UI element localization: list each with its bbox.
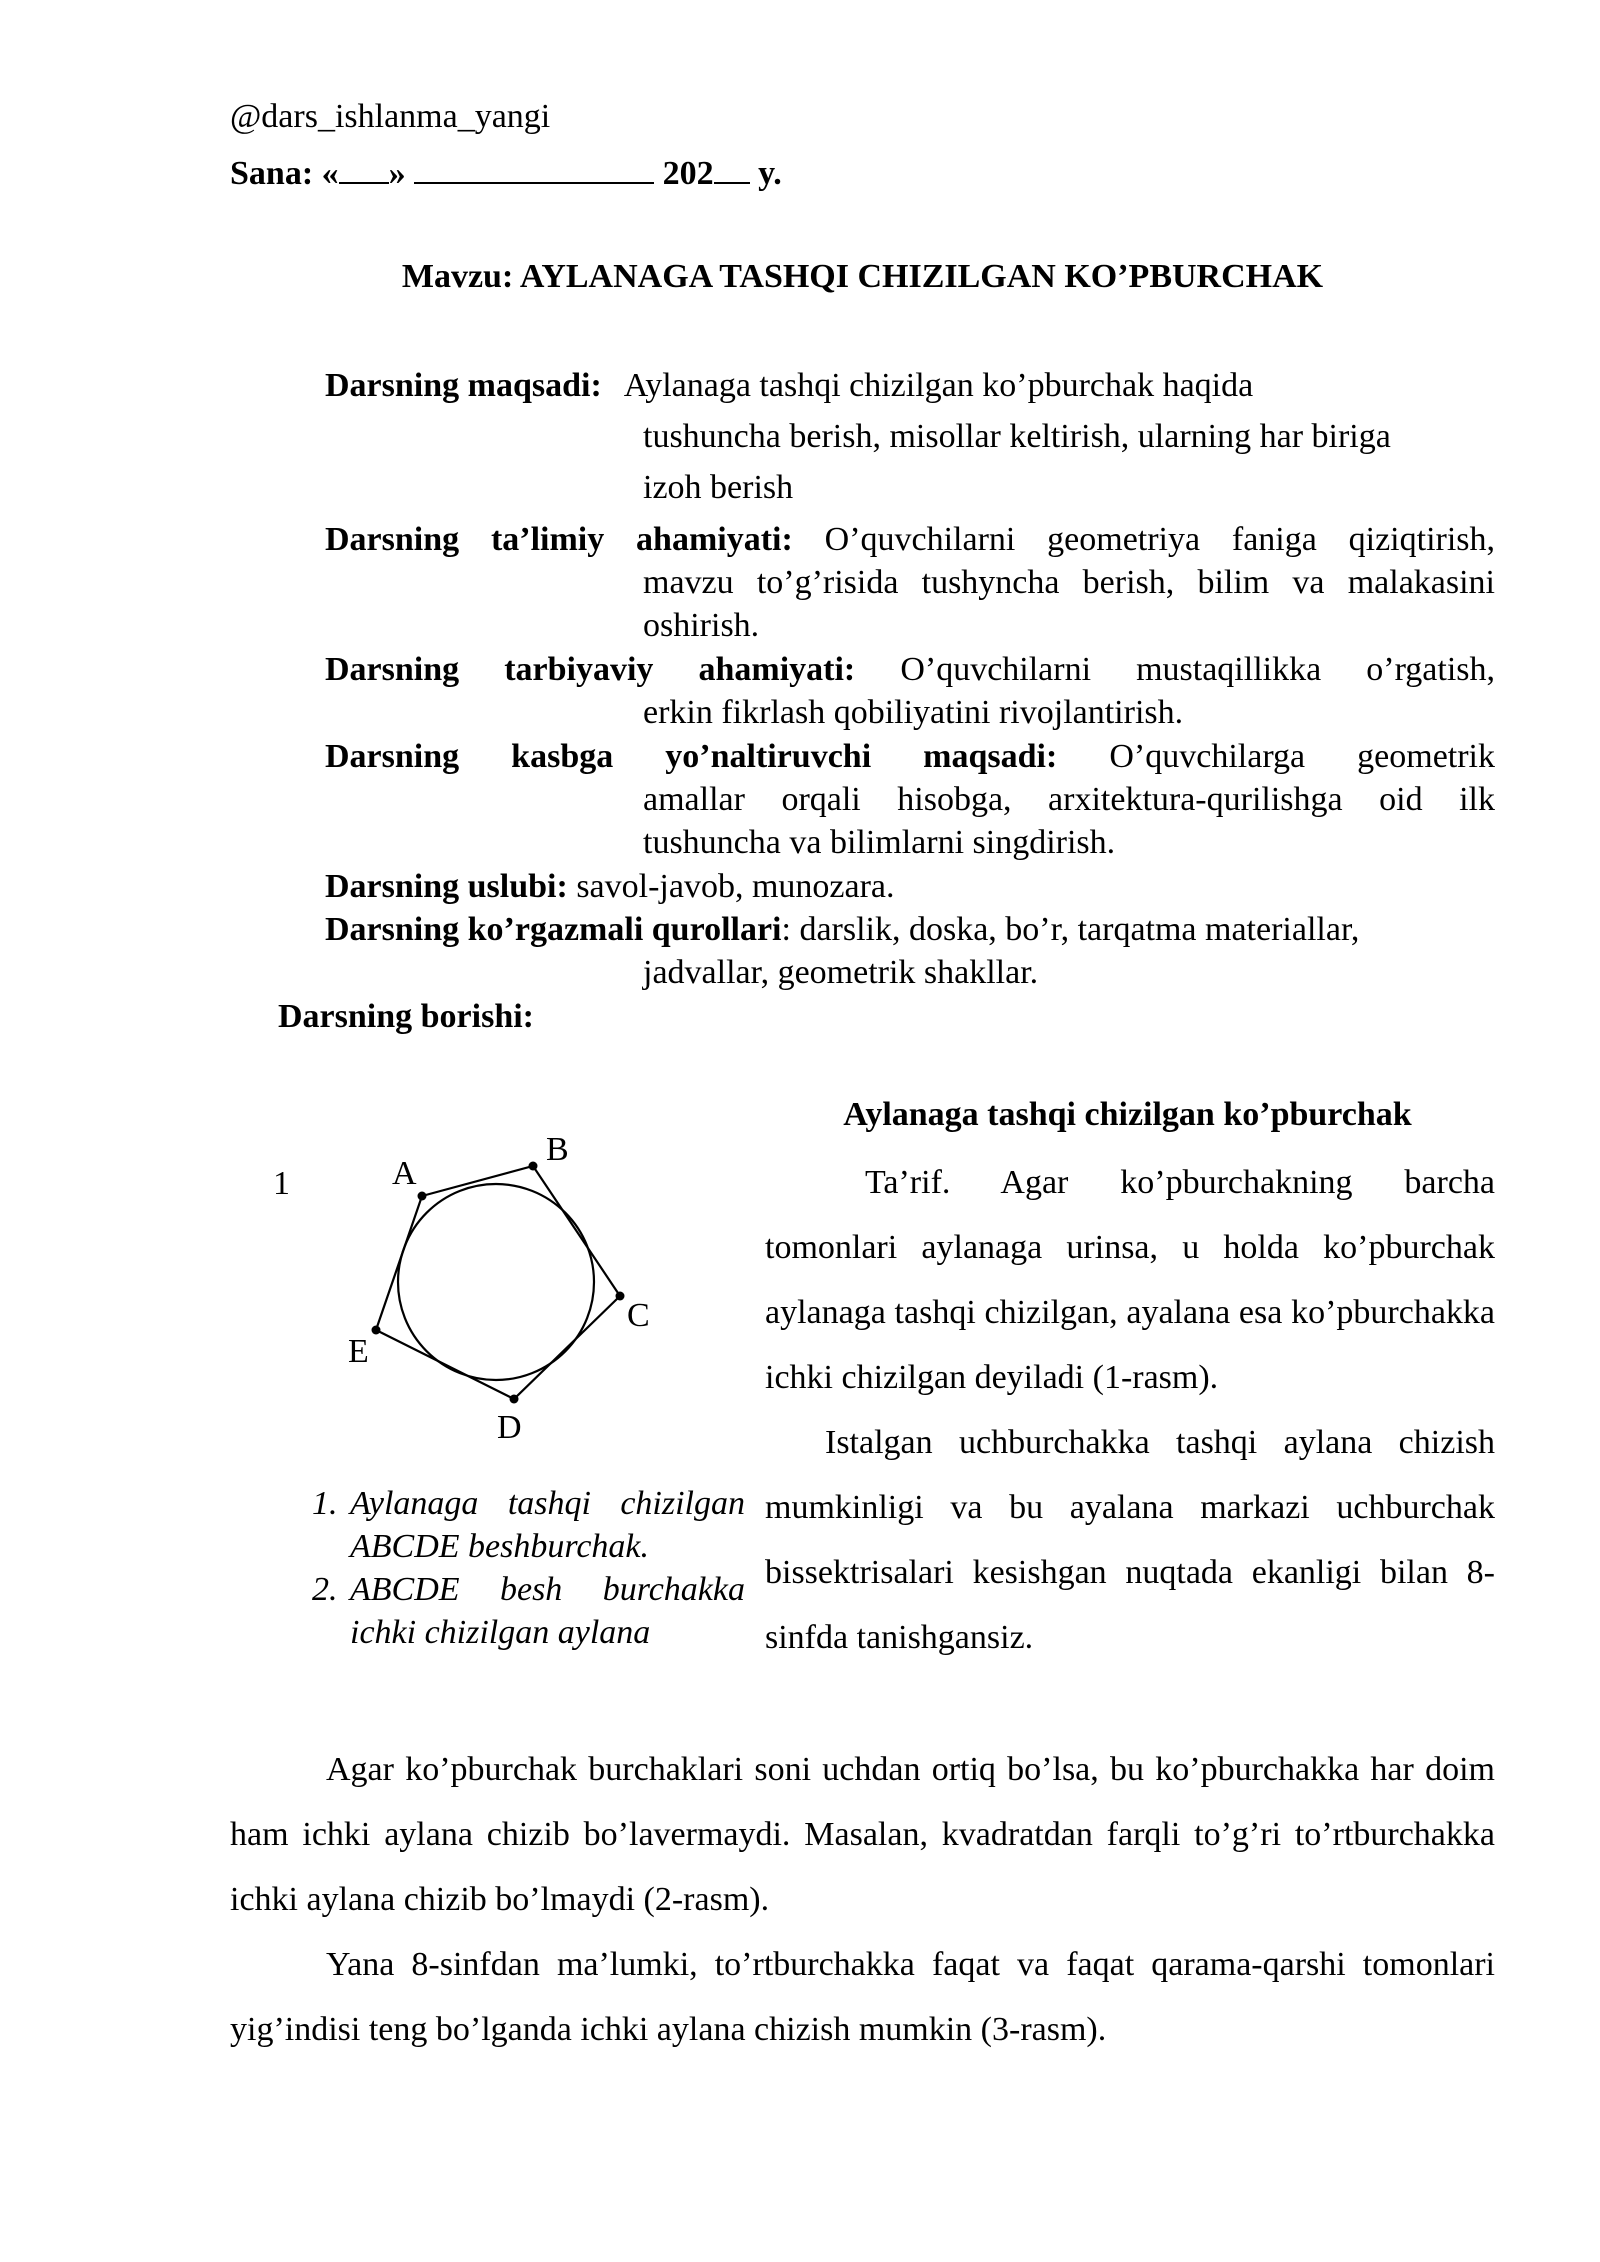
caption-item: 2. ABCDE besh burchakka ichki chizilgan aylana — [346, 1568, 745, 1654]
korg-label: Darsning ko’rgazmali qurollari — [325, 911, 782, 948]
definition-paragraph: Ta’rif. Agar ko’pburchakning barcha tomonlari aylanaga urinsa, u holda ko’pburchak aylanaga tashqi chizilgan, ayalana esa ko’pburchakka ichki chizilgan deyiladi (1-rasm). — [765, 1164, 1495, 1396]
edu-line-1: O’quvchilarni geometriya faniga qiziqtirish, — [824, 521, 1496, 558]
figure-caption — [290, 1482, 745, 1654]
vertex-a — [418, 1192, 427, 1201]
korg-line-2: jadvallar, geometrik shakllar. — [643, 954, 1039, 991]
date-mid: » — [388, 155, 415, 192]
kasb-line-1: O’quvchilarga geometrik — [1109, 738, 1496, 775]
kasb-line-2: amallar orqali hisobga, arxitektura-qurilishga oid ilk — [643, 781, 1495, 818]
definition-column — [765, 1150, 1495, 1670]
lesson-procedure-heading: Darsning borishi: — [278, 998, 534, 1035]
vertex-e — [372, 1326, 381, 1335]
caption-item: 1. Aylanaga tashqi chizilgan ABCDE beshburchak. — [346, 1482, 745, 1568]
year-blank — [714, 154, 750, 184]
date-suffix: y. — [749, 155, 782, 192]
goal-label: Darsning maqsadi: — [325, 367, 602, 404]
goal-line-3: izoh berish — [643, 469, 794, 506]
label-b: B — [546, 1131, 569, 1168]
label-c: C — [627, 1297, 650, 1334]
body-paragraph: Yana 8-sinfdan ma’lumki, to’rtburchakka faqat va faqat qarama-qarshi tomonlari yig’indisi teng bo’lganda ichki aylana chizish mumkin (3-rasm). — [230, 1946, 1495, 2048]
objective-educational — [325, 518, 1495, 647]
day-blank — [339, 154, 389, 184]
kasb-label: Darsning kasbga yo’naltiruvchi maqsadi: — [325, 738, 1058, 775]
vertex-b — [529, 1162, 538, 1171]
objective-upbringing — [325, 648, 1495, 734]
tarb-line-2: erkin fikrlash qobiliyatini rivojlantirish. — [643, 694, 1184, 731]
objective-goal — [325, 360, 1495, 513]
objective-method — [325, 865, 1495, 908]
figure-number: 1 — [273, 1165, 290, 1202]
tarb-line-1: O’quvchilarni mustaqillikka o’rgatish, — [900, 651, 1495, 688]
month-blank — [414, 154, 654, 184]
pentagon-abcde — [376, 1166, 620, 1399]
objective-vocational — [325, 735, 1495, 864]
date-year: 202 — [654, 155, 714, 192]
section-title: Aylanaga tashqi chizilgan ko’pburchak — [843, 1096, 1412, 1133]
label-e: E — [348, 1333, 369, 1370]
date-line — [230, 152, 782, 196]
label-a: A — [392, 1155, 417, 1192]
body-paragraph: Agar ko’pburchak burchaklari soni uchdan ortiq bo’lsa, bu ko’pburchakka har doim ham ichki aylana chizib bo’lavermaydi. Masalan, kvadratdan farqli to’g’ri to’rtburchakka ichki aylana chizib bo’lmaydi (2-rasm). — [230, 1751, 1495, 1918]
goal-line-2: tushuncha berish, misollar keltirish, ularning har biriga — [643, 418, 1391, 455]
usl-label: Darsning uslubi: — [325, 868, 568, 905]
usl-value: savol-javob, munozara. — [567, 868, 895, 905]
body-text — [230, 1737, 1495, 2062]
pentagon-incircle-figure — [340, 1120, 680, 1470]
lesson-topic: Mavzu: AYLANAGA TASHQI CHIZILGAN KO’PBURCHAK — [401, 258, 1324, 295]
goal-line-1: Aylanaga tashqi chizilgan ko’pburchak haqida — [623, 367, 1254, 404]
objective-visual-aids — [325, 908, 1495, 994]
edu-label: Darsning ta’limiy ahamiyati: — [325, 521, 793, 558]
tarb-label: Darsning tarbiyaviy ahamiyati: — [325, 651, 856, 688]
edu-line-2: mavzu to’g’risida tushyncha berish, bilim va malakasini — [643, 564, 1495, 601]
label-d: D — [497, 1409, 522, 1446]
edu-line-3: oshirish. — [643, 607, 760, 644]
triangle-paragraph: Istalgan uchburchakka tashqi aylana chizish mumkinligi va bu ayalana markazi uchburchak bissektrisalari kesishgan nuqtada ekanligi bilan 8-sinfda tanishgansiz. — [765, 1424, 1495, 1656]
vertex-c — [616, 1292, 625, 1301]
kasb-line-3: tushuncha va bilimlarni singdirish. — [643, 824, 1116, 861]
korg-line-1: : darslik, doska, bo’r, tarqatma materiallar, — [781, 911, 1360, 948]
channel-handle: @dars_ishlanma_yangi — [230, 98, 551, 135]
date-label: Sana: « — [230, 155, 339, 192]
vertex-d — [510, 1395, 519, 1404]
